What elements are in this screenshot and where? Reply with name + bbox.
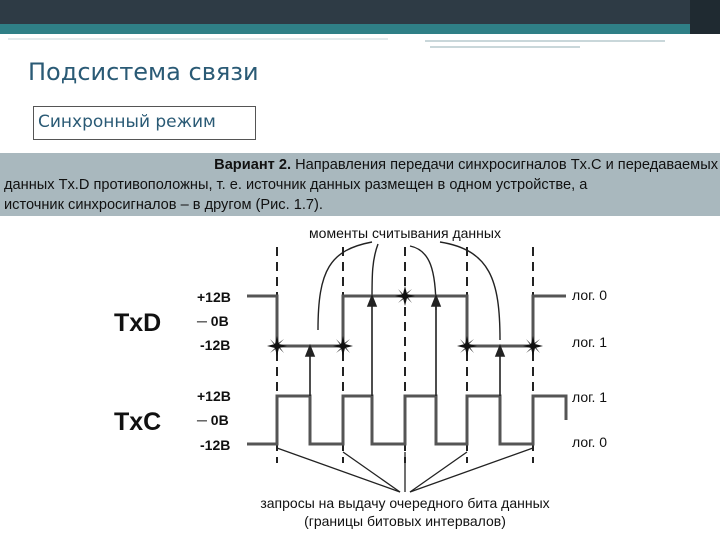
bottom-caption-1: запросы на выдачу очередного бита данных bbox=[260, 495, 550, 511]
star-marker-1 bbox=[267, 336, 287, 356]
star-marker-2 bbox=[333, 336, 353, 356]
arc-2 bbox=[372, 244, 378, 300]
description-line-2: данных Tx.D противоположны, т. е. источник данных размещен в одном устройстве, а bbox=[4, 177, 588, 193]
variant-label: Вариант 2. bbox=[214, 157, 292, 173]
fan-line-1 bbox=[277, 448, 400, 492]
fan-line-4 bbox=[410, 452, 467, 492]
arc-1 bbox=[318, 242, 372, 330]
txd-level-low: -12В bbox=[200, 337, 231, 353]
read-point-arcs bbox=[318, 242, 500, 340]
txd-right-bottom: лог. 1 bbox=[572, 334, 608, 350]
txc-level-zero: ─ 0В bbox=[197, 412, 229, 428]
txc-waveform bbox=[247, 396, 566, 444]
top-caption: моменты считывания данных bbox=[309, 225, 501, 241]
arc-4 bbox=[440, 242, 500, 340]
star-marker-5 bbox=[523, 336, 543, 356]
request-fan-lines bbox=[277, 448, 533, 492]
description-line-1: Направления передачи синхросигналов Tx.C и передаваемых bbox=[295, 157, 718, 173]
txd-waveform bbox=[247, 296, 566, 346]
txd-level-zero: ─ 0В bbox=[197, 313, 229, 329]
txc-level-high: +12В bbox=[197, 388, 231, 404]
bottom-caption-2: (границы битовых интервалов) bbox=[304, 513, 506, 529]
txc-label: TxC bbox=[114, 408, 162, 436]
mode-label: Синхронный режим bbox=[38, 112, 216, 132]
txd-level-high: +12В bbox=[197, 289, 231, 305]
fan-line-2 bbox=[343, 452, 400, 492]
txc-level-low: -12В bbox=[200, 437, 231, 453]
arc-3 bbox=[410, 246, 436, 310]
slide-title: Подсистема связи bbox=[28, 58, 259, 86]
txc-right-top: лог. 1 bbox=[572, 389, 608, 405]
description-line-3: источник синхросигналов – в другом (Рис. 1.7). bbox=[4, 197, 323, 213]
fan-line-5 bbox=[410, 448, 533, 492]
txd-right-top: лог. 0 bbox=[572, 287, 608, 303]
star-marker-3 bbox=[395, 286, 415, 306]
star-marker-4 bbox=[457, 336, 477, 356]
txc-right-bottom: лог. 0 bbox=[572, 434, 608, 450]
txd-label: TxD bbox=[114, 309, 162, 337]
